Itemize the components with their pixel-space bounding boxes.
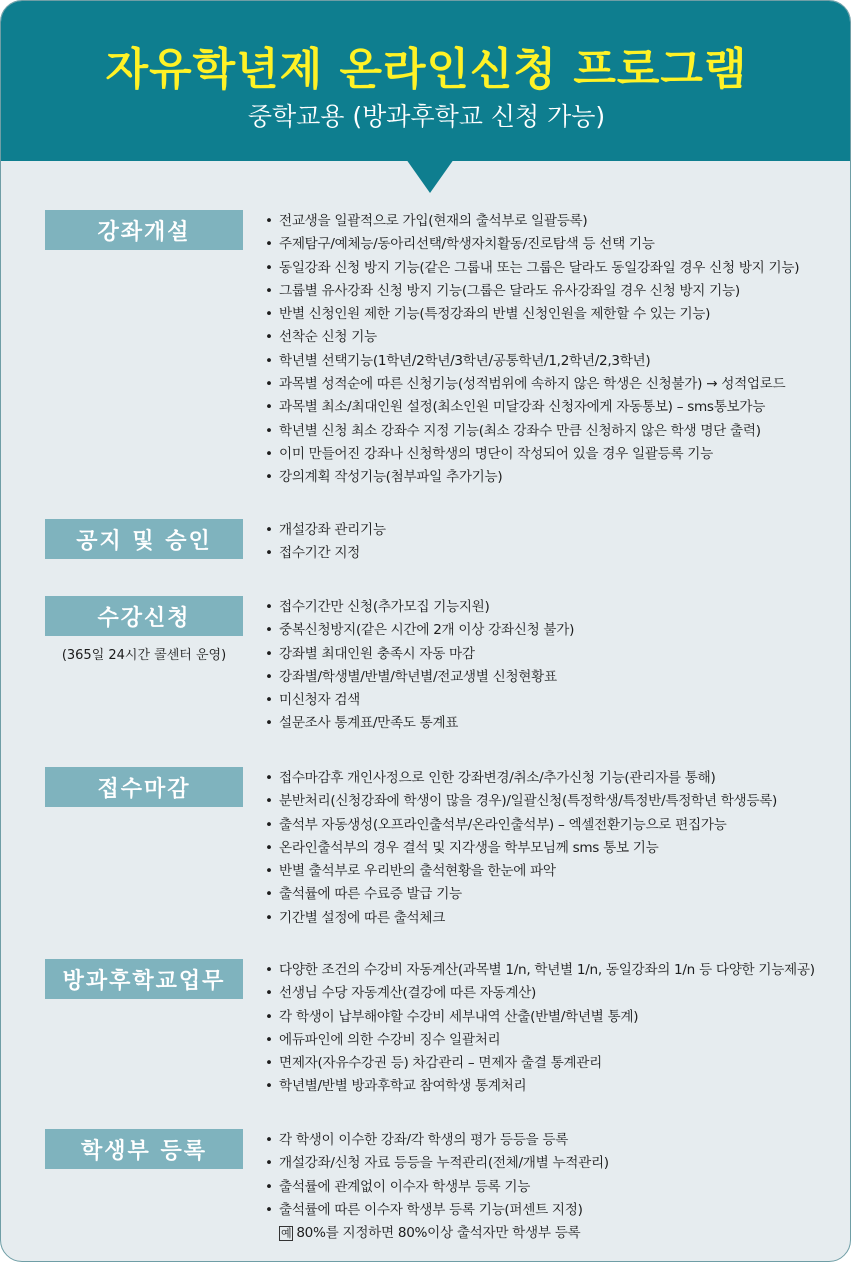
feature-text: 기간별 설정에 따른 출석체크: [279, 909, 446, 926]
feature-text: 설문조사 통계표/만족도 통계표: [279, 715, 459, 732]
feature-text: 전교생을 일괄적으로 가입(현재의 출석부로 일괄등록): [279, 213, 588, 229]
bullet-icon: •: [265, 715, 273, 732]
section-label: 강좌개설: [45, 210, 243, 250]
bullet-icon: •: [265, 469, 273, 486]
feature-item: [265, 396, 799, 419]
feature-text: 에듀파인에 의한 수강비 징수 일괄처리: [279, 1031, 501, 1048]
feature-item: [265, 666, 574, 689]
example-text: 80%를 지정하면 80%이상 출석자만 학생부 등록: [296, 1225, 581, 1242]
feature-item: [265, 443, 799, 466]
bullet-icon: •: [265, 622, 273, 639]
feature-item: [265, 619, 574, 642]
feature-text: 출석률에 따른 수료증 발급 기능: [279, 886, 462, 903]
feature-text: 강좌별 최대인원 충족시 자동 마감: [279, 645, 475, 662]
bullet-icon: •: [265, 863, 273, 880]
feature-list: [265, 959, 815, 1099]
bullet-icon: •: [265, 599, 273, 615]
feature-text: 이미 만들어진 강좌나 신청학생의 명단이 작성되어 있을 경우 일괄등록 기능: [279, 445, 713, 462]
feature-item: [265, 257, 799, 280]
feature-text: 접수기간만 신청(추가모집 기능지원): [279, 599, 490, 615]
bullet-icon: •: [265, 259, 273, 276]
feature-text: 그룹별 유사강좌 신청 방지 기능(그룹은 달라도 유사강좌일 경우 신청 방지 기능): [279, 282, 740, 299]
bullet-icon: •: [265, 816, 273, 833]
feature-text: 강의계획 작성기능(첨부파일 추가기능): [279, 469, 503, 486]
header-banner: [1, 1, 851, 161]
feature-item: [265, 907, 777, 930]
feature-text: 학년별/반별 방과후학교 참여학생 통계처리: [279, 1078, 527, 1095]
header-pointer: [406, 159, 454, 193]
feature-text: 학년별 선택기능(1학년/2학년/3학년/공통학년/1,2학년/2,3학년): [279, 352, 651, 369]
feature-item: [265, 883, 777, 906]
bullet-icon: •: [265, 1201, 273, 1218]
feature-item: [265, 350, 799, 373]
feature-text: 과목별 최소/최대인원 설정(최소인원 미달강좌 신청자에게 자동통보) – sms통보가능: [279, 399, 766, 416]
section-label: 학생부 등록: [45, 1129, 243, 1169]
feature-text: 주제탐구/예체능/동아리선택/학생자치활동/진로탐색 등 선택 기능: [279, 236, 655, 253]
example-note: [265, 1222, 609, 1245]
section-label: 접수마감: [45, 767, 243, 807]
feature-item: [265, 233, 799, 256]
feature-text: 각 학생이 이수한 강좌/각 학생의 평가 등등을 등록: [279, 1132, 569, 1148]
bullet-icon: •: [265, 839, 273, 856]
bullet-icon: •: [265, 793, 273, 810]
feature-item: [265, 1199, 609, 1222]
feature-list: [265, 1129, 609, 1245]
bullet-icon: •: [265, 1078, 273, 1095]
feature-item: [265, 1176, 609, 1199]
bullet-icon: •: [265, 545, 273, 562]
bullet-icon: •: [265, 213, 273, 229]
feature-item: [265, 210, 799, 233]
bullet-icon: •: [265, 909, 273, 926]
bullet-icon: •: [265, 645, 273, 662]
feature-list: [265, 210, 799, 490]
bullet-icon: •: [265, 886, 273, 903]
bullet-icon: •: [265, 522, 273, 538]
section-label: 수강신청: [45, 596, 243, 636]
feature-item: [265, 1052, 815, 1075]
feature-text: 다양한 조건의 수강비 자동계산(과목별 1/n, 학년별 1/n, 동일강좌의 1/n 등 다양한 기능제공): [279, 962, 815, 978]
bullet-icon: •: [265, 422, 273, 439]
bullet-icon: •: [265, 376, 273, 393]
feature-text: 선생님 수당 자동계산(결강에 따른 자동계산): [279, 985, 537, 1002]
feature-list: [265, 519, 386, 566]
section-label: 방과후학교업무: [45, 959, 243, 999]
feature-item: [265, 542, 386, 565]
feature-item: [265, 280, 799, 303]
feature-text: 개설강좌 관리기능: [279, 522, 386, 538]
feature-item: [265, 373, 799, 396]
feature-item: [265, 643, 574, 666]
feature-text: 과목별 성적순에 따른 신청기능(성적범위에 속하지 않은 학생은 신청불가) → 성적업로드: [279, 376, 786, 393]
feature-item: [265, 982, 815, 1005]
feature-text: 미신청자 검색: [279, 692, 361, 709]
feature-list: [265, 767, 777, 930]
example-badge: 예: [281, 1227, 292, 1241]
bullet-icon: •: [265, 668, 273, 685]
feature-item: [265, 790, 777, 813]
page-subtitle: 중학교용 (방과후학교 신청 가능): [247, 102, 606, 131]
bullet-icon: •: [265, 692, 273, 709]
feature-item: [265, 689, 574, 712]
feature-item: [265, 596, 574, 619]
feature-item: [265, 519, 386, 542]
bullet-icon: •: [265, 1008, 273, 1025]
feature-item: [265, 1129, 609, 1152]
feature-item: [265, 837, 777, 860]
bullet-icon: •: [265, 399, 273, 416]
feature-text: 반별 신청인원 제한 기능(특정강좌의 반별 신청인원을 제한할 수 있는 기능): [279, 306, 711, 323]
section-note: (365일 24시간 콜센터 운영): [61, 648, 227, 663]
bullet-icon: •: [265, 962, 273, 978]
feature-text: 온라인출석부의 경우 결석 및 지각생을 학부모님께 sms 통보 기능: [279, 839, 659, 856]
feature-text: 출석부 자동생성(오프라인출석부/온라인출석부) – 엑셀전환기능으로 편집가능: [279, 816, 727, 833]
page-title: 자유학년제 온라인신청 프로그램: [105, 44, 748, 95]
feature-text: 분반처리(신청강좌에 학생이 많을 경우)/일괄신청(특정학생/특정반/특정학년 학생등록): [279, 793, 778, 810]
feature-item: [265, 1075, 815, 1098]
feature-item: [265, 1006, 815, 1029]
bullet-icon: •: [265, 352, 273, 369]
feature-item: [265, 326, 799, 349]
feature-text: 접수기간 지정: [279, 545, 361, 562]
bullet-icon: •: [265, 1132, 273, 1148]
feature-text: 각 학생이 납부해야할 수강비 세부내역 산출(반별/학년별 통계): [279, 1008, 639, 1025]
bullet-icon: •: [265, 236, 273, 253]
bullet-icon: •: [265, 445, 273, 462]
feature-text: 반별 출석부로 우리반의 출석현황을 한눈에 파악: [279, 863, 556, 880]
feature-text: 면제자(자유수강권 등) 차감관리 – 면제자 출결 통계관리: [279, 1055, 602, 1072]
bullet-icon: •: [265, 329, 273, 346]
feature-item: [265, 860, 777, 883]
feature-text: 출석률에 관계없이 이수자 학생부 등록 기능: [279, 1178, 531, 1195]
feature-text: 강좌별/학생별/반별/학년별/전교생별 신청현황표: [279, 668, 557, 685]
feature-text: 출석률에 따른 이수자 학생부 등록 기능(퍼센트 지정): [279, 1201, 583, 1218]
section-label: 공지 및 승인: [45, 519, 243, 559]
feature-list: [265, 596, 574, 736]
bullet-icon: •: [265, 1055, 273, 1072]
bullet-icon: •: [265, 770, 273, 786]
bullet-icon: •: [265, 306, 273, 323]
feature-text: 학년별 신청 최소 강좌수 지정 기능(최소 강좌수 만큼 신청하지 않은 학생 명단 출력): [279, 422, 761, 439]
feature-item: [265, 814, 777, 837]
feature-item: [265, 712, 574, 735]
feature-item: [265, 767, 777, 790]
feature-item: [265, 1029, 815, 1052]
bullet-icon: •: [265, 1178, 273, 1195]
feature-text: 접수마감후 개인사정으로 인한 강좌변경/취소/추가신청 기능(관리자를 통해): [279, 770, 716, 786]
bullet-icon: •: [265, 1155, 273, 1172]
feature-item: [265, 303, 799, 326]
feature-text: 개설강좌/신청 자료 등등을 누적관리(전체/개별 누적관리): [279, 1155, 609, 1172]
bullet-icon: •: [265, 985, 273, 1002]
bullet-icon: •: [265, 282, 273, 299]
feature-text: 동일강좌 신청 방지 기능(같은 그룹내 또는 그룹은 달라도 동일강좌일 경우 신청 방지 기능): [279, 259, 800, 276]
feature-text: 중복신청방지(같은 시간에 2개 이상 강좌신청 불가): [279, 622, 575, 639]
bullet-icon: •: [265, 1031, 273, 1048]
feature-item: [265, 466, 799, 489]
feature-text: 선착순 신청 기능: [279, 329, 377, 346]
feature-item: [265, 1152, 609, 1175]
feature-item: [265, 959, 815, 982]
feature-item: [265, 420, 799, 443]
